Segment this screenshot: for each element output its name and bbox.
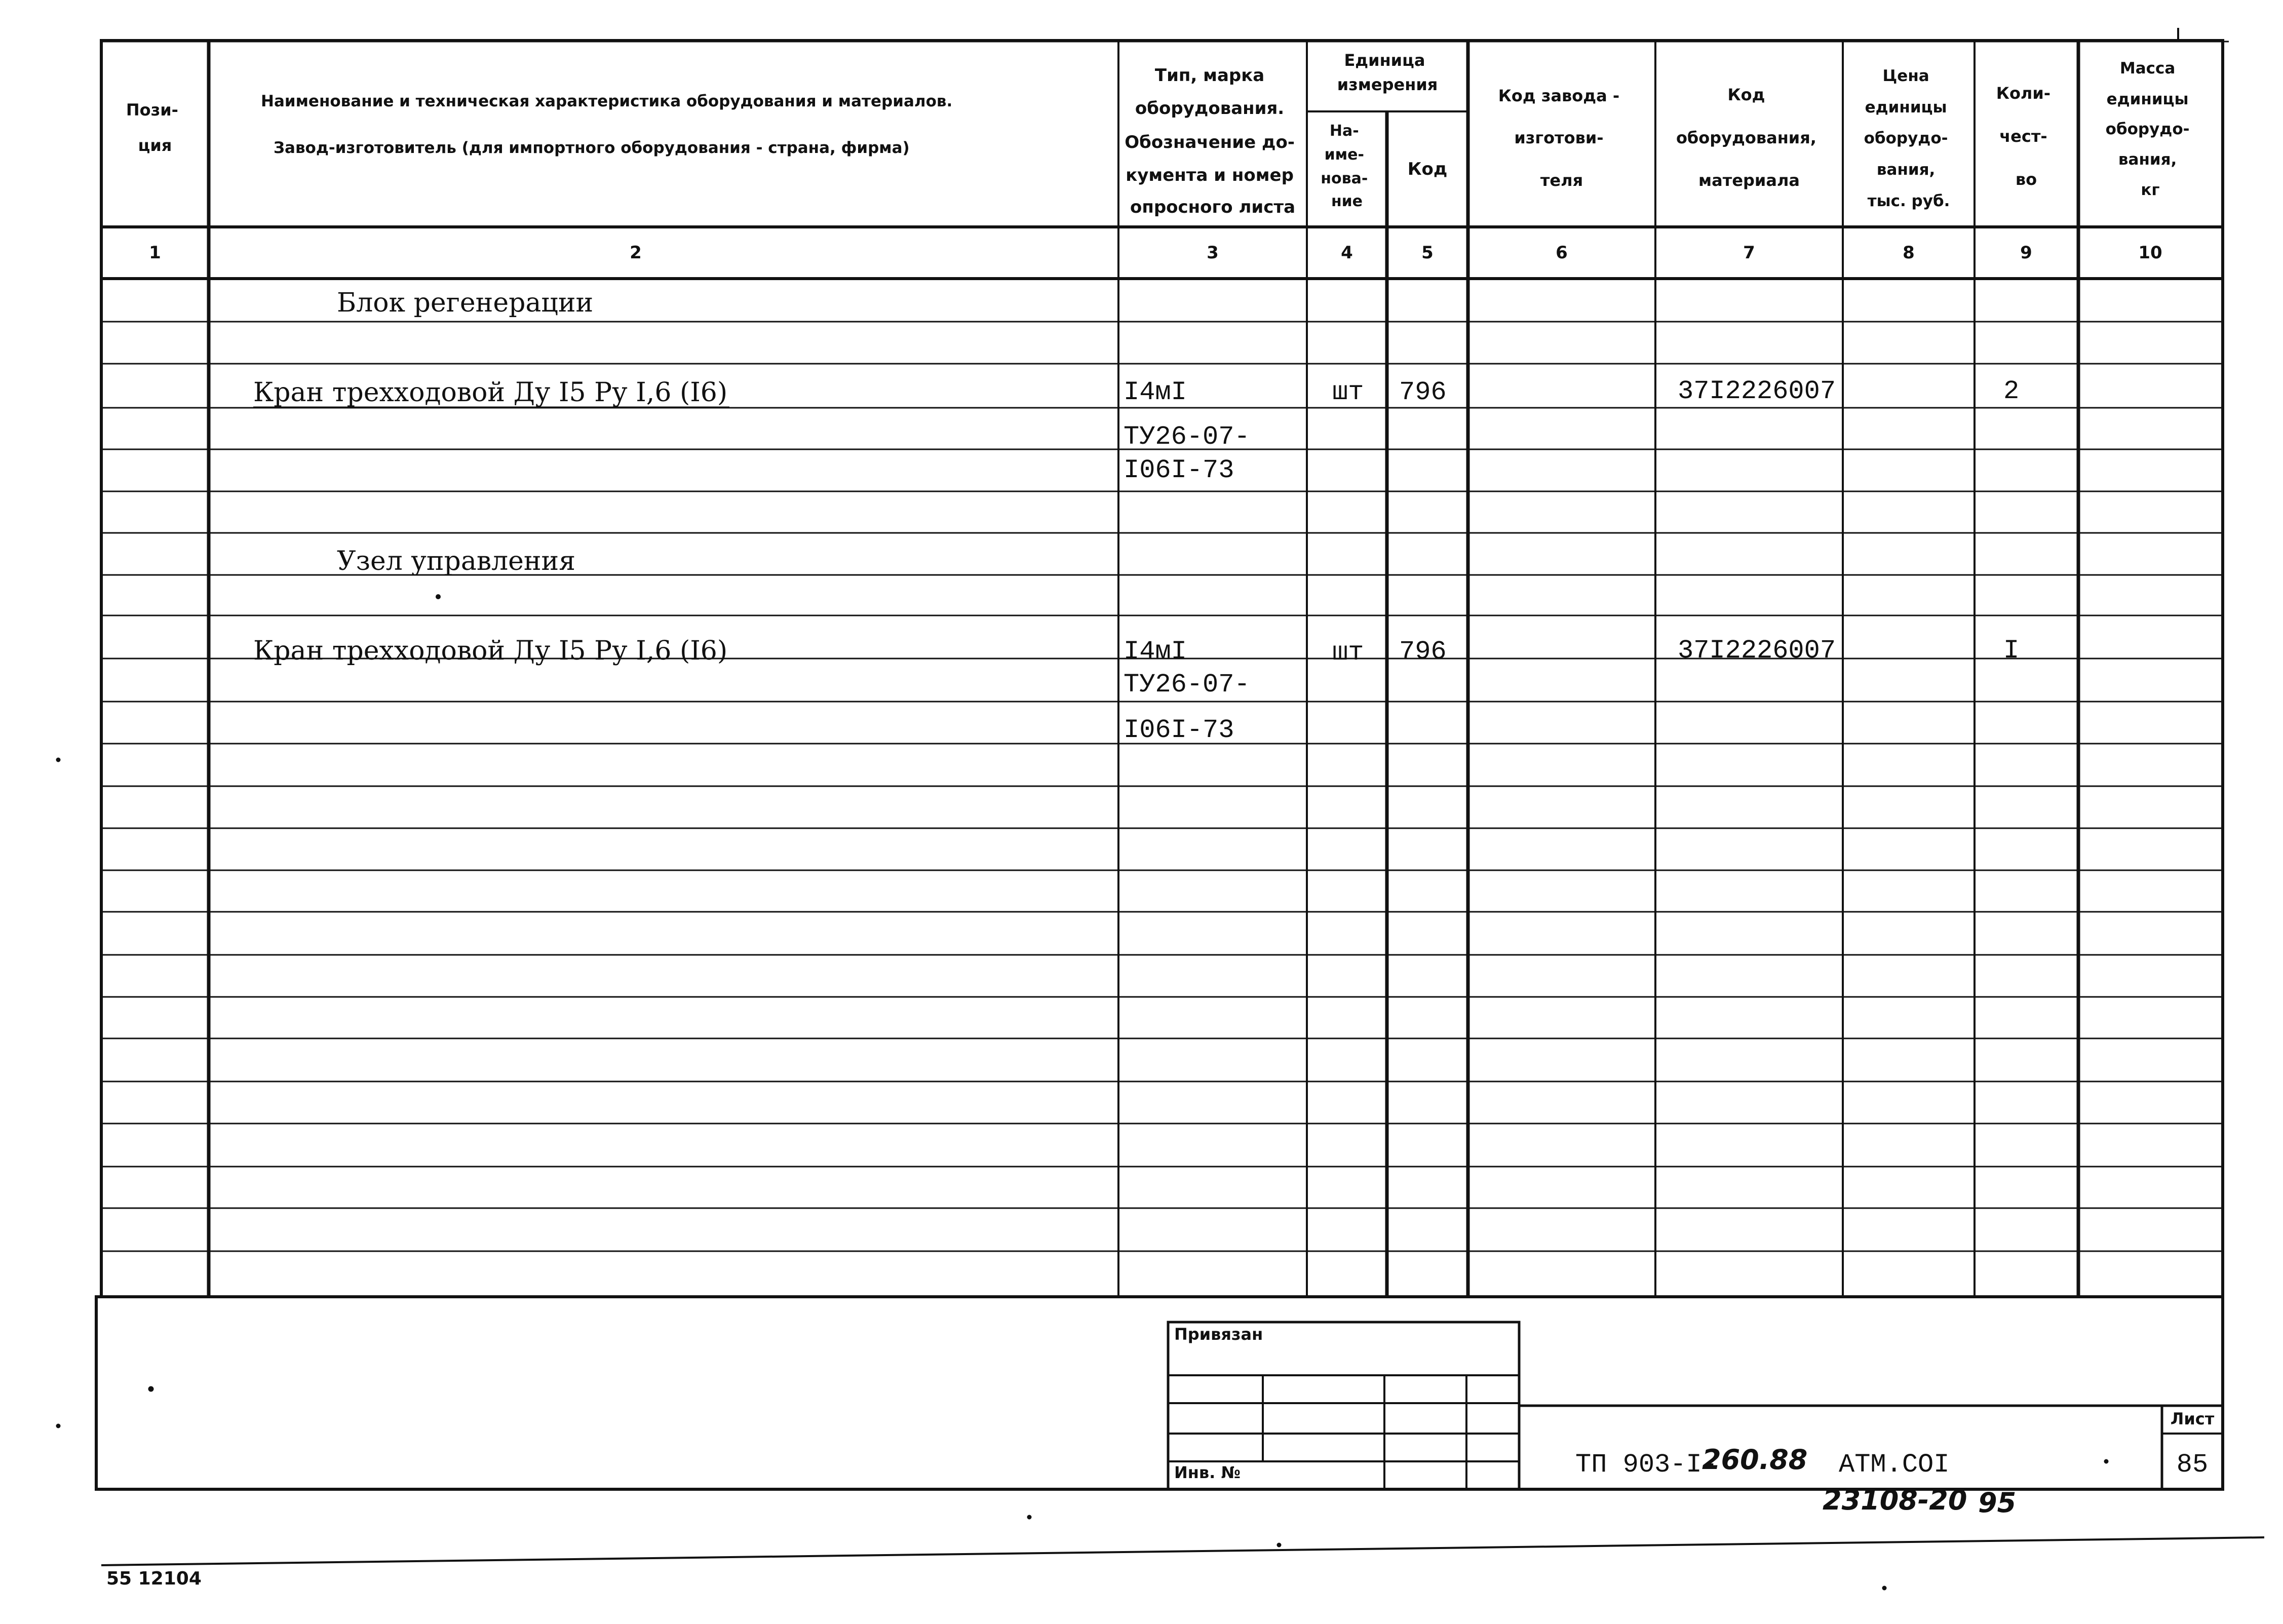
column-number: 1 — [149, 243, 161, 263]
item-quantity: 2 — [2003, 376, 2020, 406]
column-number: 10 — [2138, 243, 2162, 263]
column-number: 4 — [1341, 243, 1353, 263]
table-row — [253, 376, 2019, 485]
header-col-6: Код завода - изготови- теля — [1498, 86, 1620, 190]
item-type: I4мI — [1124, 377, 1187, 407]
header-col-4: На- име- нова- ние — [1321, 122, 1368, 210]
section-title: Узел управления — [337, 546, 576, 576]
header-unit-group: Единица измерения — [1337, 51, 1438, 94]
header-col-1: Пози- ция — [126, 100, 178, 155]
doc-code-prefix: ТП 903-I- — [1575, 1450, 1718, 1480]
column-number: 3 — [1207, 243, 1219, 263]
footer-note: 55 12104 — [106, 1568, 202, 1589]
header-col-10: Масса единицы оборудо- вания, кг — [2105, 59, 2190, 199]
doc-code-handwritten: 260.88 — [1702, 1444, 1808, 1476]
item-spec-doc: I06I-73 — [1124, 715, 1234, 745]
column-number: 2 — [630, 243, 642, 263]
item-name: Кран трехходовой Ду I5 Ру I,6 (I6) — [253, 636, 728, 666]
header-col-8: Цена единицы оборудо- вания, тыс. руб. — [1864, 67, 1950, 210]
item-equipment-code: 37I2226007 — [1678, 376, 1836, 406]
header-col-3: Тип, марка оборудования. Обозначение до- кумента и номер опросного листа — [1125, 65, 1296, 217]
item-spec-doc: ТУ26-07- — [1124, 422, 1250, 452]
sheet-label: Лист — [2170, 1409, 2215, 1428]
archive-number: 23108-20 — [1823, 1484, 1967, 1516]
item-type: I4мI — [1124, 637, 1187, 667]
item-spec-doc: ТУ26-07- — [1124, 670, 1250, 700]
item-quantity: I — [2003, 636, 2020, 666]
header-col-9: Коли- чест- во — [1996, 84, 2051, 189]
archive-page: 95 — [1978, 1487, 2017, 1519]
column-number: 5 — [1421, 243, 1434, 263]
scan-artifacts — [56, 28, 2264, 1590]
column-number: 9 — [2020, 243, 2032, 263]
doc-code-suffix: АТМ.COI — [1839, 1450, 1950, 1480]
item-unit: шт — [1332, 638, 1364, 668]
attached-label: Привязан — [1174, 1325, 1263, 1344]
header-col-5: Код — [1407, 159, 1448, 179]
column-number: 7 — [1743, 243, 1755, 263]
item-unit-code: 796 — [1399, 637, 1447, 667]
item-unit: шт — [1332, 377, 1364, 407]
table-header — [126, 51, 2195, 217]
section-title: Блок регенерации — [337, 288, 594, 318]
item-name: Кран трехходовой Ду I5 Ру I,6 (I6) — [253, 377, 728, 408]
section-regeneration — [253, 288, 2019, 485]
ink-speck — [436, 594, 441, 599]
column-number-row — [149, 243, 2162, 263]
column-number: 8 — [1903, 243, 1915, 263]
section-control-unit — [253, 546, 2019, 745]
table-frame — [101, 41, 2223, 1297]
item-spec-doc: I06I-73 — [1124, 455, 1234, 485]
table-row — [253, 636, 2019, 745]
sheet-number: 85 — [2176, 1450, 2209, 1480]
header-col-2: Наименование и техническая характеристика оборудования и материалов. Завод-изготовитель (для импортного оборудования - страна, фирма) — [261, 92, 953, 157]
item-equipment-code: 37I2226007 — [1678, 636, 1836, 666]
inv-number-label: Инв. № — [1174, 1463, 1241, 1482]
item-unit-code: 796 — [1399, 377, 1447, 407]
column-number: 6 — [1556, 243, 1568, 263]
header-col-7: Код оборудования, материала — [1676, 85, 1816, 190]
